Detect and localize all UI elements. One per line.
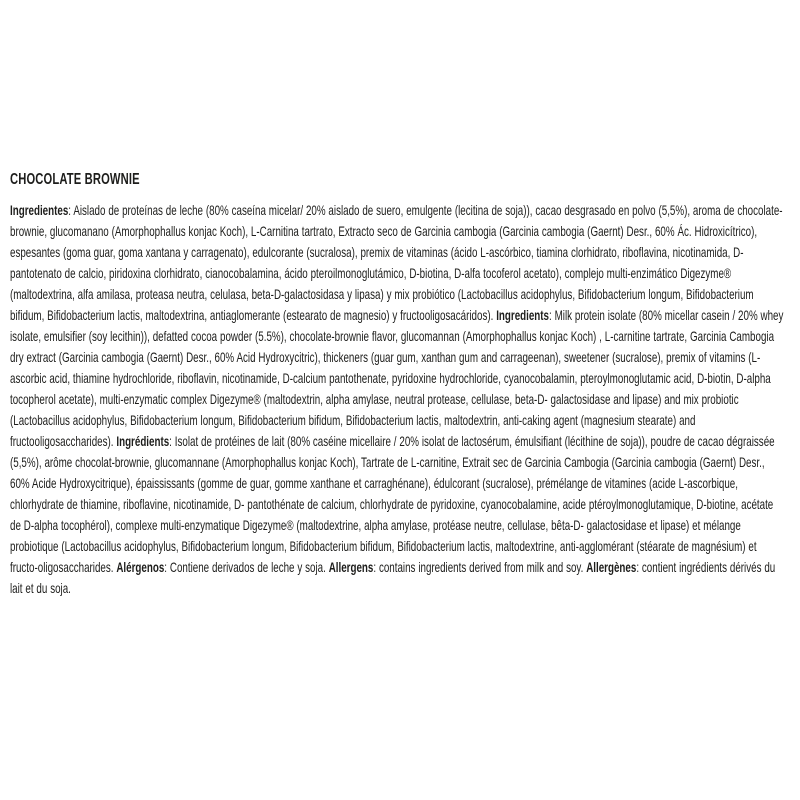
allergens-heading-en: Allergens xyxy=(328,559,374,575)
ingredients-heading-en: Ingredients xyxy=(496,307,550,323)
ingredients-text-es: : Aislado de proteínas de leche (80% caseína micelar/ 20% aislado de suero, emulgente (lecitina de soja)), cacao desgrasado en polvo (5,5%), aroma de chocolate-brownie, glucomanano (Amorphophallus konjac Koch), L-Carnitina tartrato, Extracto seco de Garcinia cambogia (Garcinia cambogia (Gaernt) Desr., 60% Ác. Hidroxicítrico), espesantes (goma guar, goma xantana y carragenato), edulcorante (sucralosa), premix de vitaminas (ácido L-ascórbico, tiamina clorhidrato, riboflavina, nicotinamida, D-pantotenato de calcio, piridoxina clorhidrato, cianocobalamina, ácido pteroilmonoglutámico, D-biotina, D-alfa tocoferol acetato), complejo multi-enzimático Digezyme® (maltodextrina, alfa amilasa, proteasa neutra, celulasa, beta-D-galactosidasa y lipasa) y mix probiótico (Lactobacillus acidophylus, Bifidobacterium longum, Bifidobacterium bifidum, Bifidobacterium lactis, maltodextrina, antiaglomerante (estearato de magnesio) y fructooligosacáridos). xyxy=(10,202,783,323)
ingredient-label-sheet xyxy=(10,170,787,599)
allergens-text-es: : Contiene derivados de leche y soja. xyxy=(164,559,329,575)
allergens-heading-es: Alérgenos xyxy=(116,559,165,575)
allergens-heading-fr: Allergènes xyxy=(586,559,637,575)
ingredients-heading-fr: Ingrédients xyxy=(116,433,170,449)
ingredients-heading-es: Ingredientes xyxy=(10,202,69,218)
ingredients-text-fr: : Isolat de protéines de lait (80% caséine micellaire / 20% isolat de lactosérum, émulsifiant (lécithine de soja)), poudre de cacao dégraissée (5,5%), arôme chocolat-brownie, glucomannane (Amorphophallus konjac Koch), Tartrate de L-carnitine, Extrait sec de Garcinia Cambogia (Garcinia cambogia (Gaernt) Desr., 60% Acide Hydroxycitrique), épaississants (gomme de guar, gomme xanthane et carraghénane), édulcorant (sucralose), prémélange de vitamines (acide L-ascorbique, chlorhydrate de thiamine, riboflavine, nicotinamide, D- pantothénate de calcium, chlorhydrate de pyridoxine, cyanocobalamine, acide ptéroylmonoglutamique, D-biotine, acétate de D-alpha tocophérol), complexe multi-enzymatique Digezyme® (maltodextrine, alpha amylase, protéase neutre, cellulase, bêta-D- galactosidase et lipase) et mélange probiotique (Lactobacillus acidophylus, Bifidobacterium longum, Bifidobacterium bifidum, Bifidobacterium lactis, maltodextrine, anti-agglomérant (stéarate de magnésium) et fructo-oligosaccharides. xyxy=(10,433,775,575)
allergens-text-en: : contains ingredients derived from milk and soy. xyxy=(373,559,587,575)
ingredients-paragraph xyxy=(10,200,787,599)
ingredients-text-en: : Milk protein isolate (80% micellar casein / 20% whey isolate, emulsifier (soy lecithin)), defatted cocoa powder (5.5%), chocolate-brownie flavor, glucomannan (Amorphophallus konjac Koch) , L-carnitine tartrate, Garcinia Cambogia dry extract (Garcinia cambogia (Gaernt) Desr., 60% Acid Hydroxycitric), thickeners (guar gum, xanthan gum and carrageenan), sweetener (sucralose), premix of vitamins (L-ascorbic acid, thiamine hydrochloride, riboflavin, nicotinamide, D-calcium pantothenate, pyridoxine hydrochloride, cyanocobalamin, pteroylmonoglutamic acid, D-biotin, D-alpha tocopherol acetate), multi-enzymatic complex Digezyme® (maltodextrin, alpha amylase, neutral protease, cellulase, beta-D- galactosidase and lipase) and mix probiotic (Lactobacillus acidophylus, Bifidobacterium longum, Bifidobacterium bifidum, Bifidobacterium lactis, maltodextrin, anti-caking agent (magnesium stearate) and fructooligosaccharides). xyxy=(10,307,784,449)
product-flavor-title: CHOCOLATE BROWNIE xyxy=(10,171,140,188)
allergens-text-fr: : contient ingrédients dérivés du lait et du soja. xyxy=(10,559,776,596)
